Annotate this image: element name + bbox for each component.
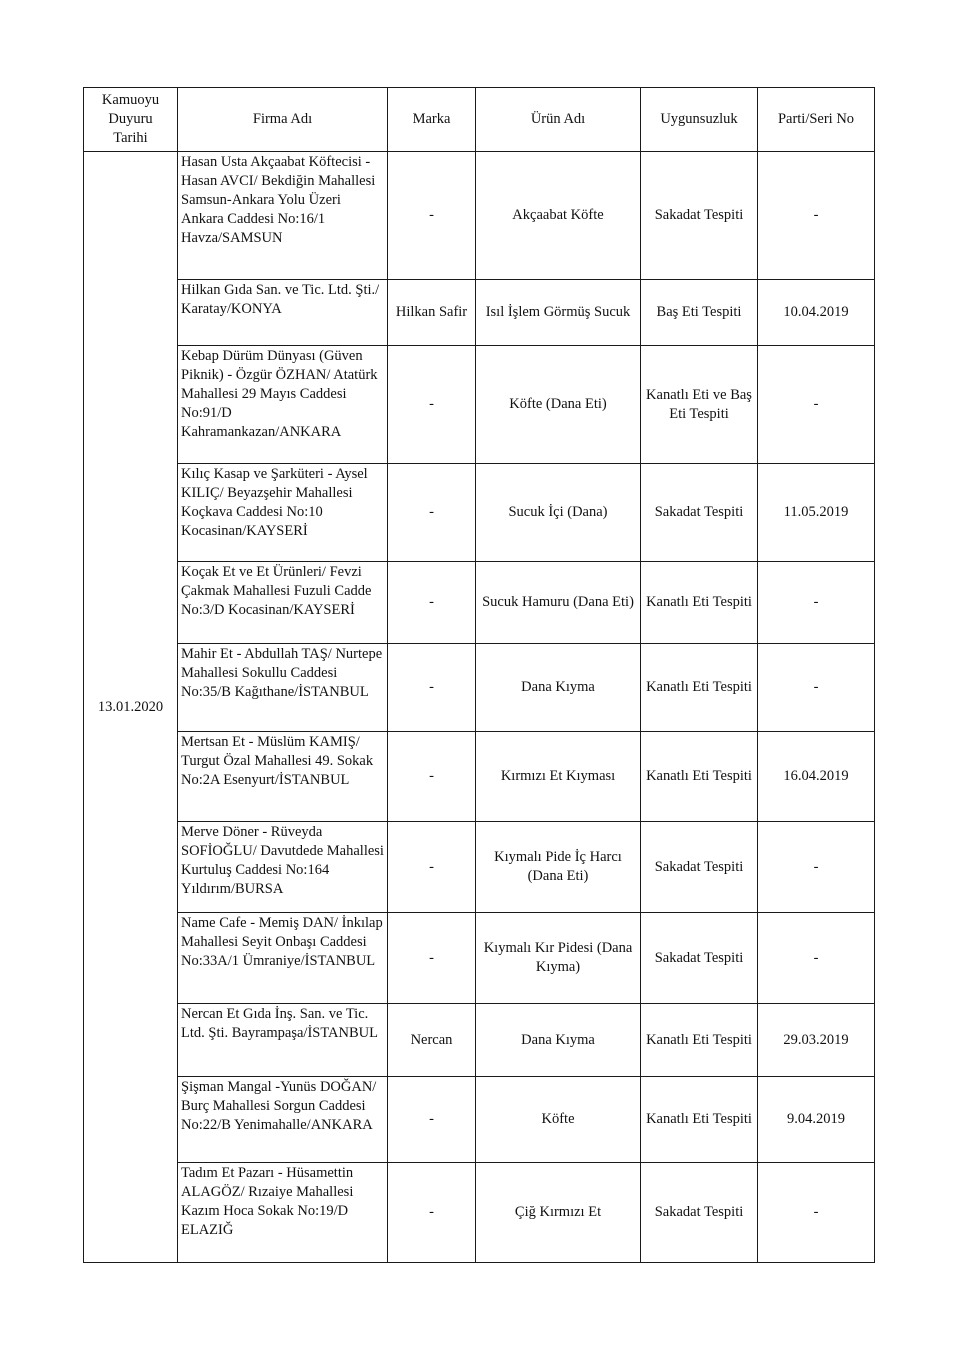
nonconformity-cell: Kanatlı Eti Tespiti <box>641 1004 758 1077</box>
product-name-cell: Isıl İşlem Görmüş Sucuk <box>476 280 641 346</box>
table-row <box>84 562 875 644</box>
batch-no-cell: 9.04.2019 <box>758 1077 875 1163</box>
table-row <box>84 464 875 562</box>
nonconformity-cell: Sakadat Tespiti <box>641 1163 758 1263</box>
table-row <box>84 732 875 822</box>
table-row <box>84 1077 875 1163</box>
product-name-cell: Sucuk Hamuru (Dana Eti) <box>476 562 641 644</box>
product-name-cell: Köfte (Dana Eti) <box>476 346 641 464</box>
brand-cell: - <box>388 1163 476 1263</box>
batch-no-cell: 29.03.2019 <box>758 1004 875 1077</box>
product-name-cell: Dana Kıyma <box>476 1004 641 1077</box>
header-row <box>84 88 875 152</box>
batch-no-cell: - <box>758 913 875 1004</box>
table-row <box>84 822 875 913</box>
table-row <box>84 280 875 346</box>
batch-no-cell: - <box>758 822 875 913</box>
batch-no-cell: - <box>758 152 875 280</box>
nonconformity-cell: Sakadat Tespiti <box>641 822 758 913</box>
nonconformity-cell: Baş Eti Tespiti <box>641 280 758 346</box>
firm-name-cell: Merve Döner - Rüveyda SOFİOĞLU/ Davutdede Mahallesi Kurtuluş Caddesi No:164 Yıldırım/BURSA <box>178 822 388 913</box>
firm-name-cell: Name Cafe - Memiş DAN/ İnkılap Mahallesi Seyit Onbaşı Caddesi No:33A/1 Ümraniye/İSTANBUL <box>178 913 388 1004</box>
firm-name-cell: Kılıç Kasap ve Şarküteri - Aysel KILIÇ/ Beyazşehir Mahallesi Koçkava Caddesi No:10 Kocasinan/KAYSERİ <box>178 464 388 562</box>
batch-no-cell: - <box>758 346 875 464</box>
batch-no-cell: - <box>758 644 875 732</box>
brand-cell: - <box>388 732 476 822</box>
brand-cell: - <box>388 562 476 644</box>
brand-cell: - <box>388 152 476 280</box>
product-name-cell: Kıymalı Pide İç Harcı (Dana Eti) <box>476 822 641 913</box>
brand-cell: - <box>388 346 476 464</box>
product-name-cell: Köfte <box>476 1077 641 1163</box>
firm-name-cell: Koçak Et ve Et Ürünleri/ Fevzi Çakmak Mahallesi Fuzuli Cadde No:3/D Kocasinan/KAYSERİ <box>178 562 388 644</box>
batch-no-cell: - <box>758 562 875 644</box>
table-row <box>84 644 875 732</box>
header-announcement-date: Kamuoyu Duyuru Tarihi <box>84 88 178 152</box>
product-name-cell: Akçaabat Köfte <box>476 152 641 280</box>
table-row <box>84 913 875 1004</box>
brand-cell: Hilkan Safir <box>388 280 476 346</box>
firm-name-cell: Kebap Dürüm Dünyası (Güven Piknik) - Özgür ÖZHAN/ Atatürk Mahallesi 29 Mayıs Caddesi No:91/D Kahramankazan/ANKARA <box>178 346 388 464</box>
brand-cell: - <box>388 822 476 913</box>
nonconformity-cell: Sakadat Tespiti <box>641 464 758 562</box>
announcement-table <box>83 87 875 1263</box>
brand-cell: Nercan <box>388 1004 476 1077</box>
header-product-name: Ürün Adı <box>476 88 641 152</box>
table-row <box>84 346 875 464</box>
brand-cell: - <box>388 913 476 1004</box>
firm-name-cell: Hasan Usta Akçaabat Köftecisi - Hasan AVCI/ Bekdiğin Mahallesi Samsun-Ankara Yolu Üzeri Ankara Caddesi No:16/1 Havza/SAMSUN <box>178 152 388 280</box>
nonconformity-cell: Kanatlı Eti ve Baş Eti Tespiti <box>641 346 758 464</box>
brand-cell: - <box>388 644 476 732</box>
table-row <box>84 152 875 280</box>
batch-no-cell: - <box>758 1163 875 1263</box>
nonconformity-cell: Sakadat Tespiti <box>641 152 758 280</box>
product-name-cell: Sucuk İçi (Dana) <box>476 464 641 562</box>
header-firm-name: Firma Adı <box>178 88 388 152</box>
nonconformity-cell: Kanatlı Eti Tespiti <box>641 1077 758 1163</box>
batch-no-cell: 16.04.2019 <box>758 732 875 822</box>
table-row <box>84 1004 875 1077</box>
product-name-cell: Kıymalı Kır Pidesi (Dana Kıyma) <box>476 913 641 1004</box>
nonconformity-cell: Kanatlı Eti Tespiti <box>641 562 758 644</box>
batch-no-cell: 10.04.2019 <box>758 280 875 346</box>
firm-name-cell: Hilkan Gıda San. ve Tic. Ltd. Şti./ Karatay/KONYA <box>178 280 388 346</box>
header-nonconformity: Uygunsuzluk <box>641 88 758 152</box>
nonconformity-cell: Kanatlı Eti Tespiti <box>641 732 758 822</box>
batch-no-cell: 11.05.2019 <box>758 464 875 562</box>
nonconformity-cell: Sakadat Tespiti <box>641 913 758 1004</box>
product-name-cell: Dana Kıyma <box>476 644 641 732</box>
product-name-cell: Çiğ Kırmızı Et <box>476 1163 641 1263</box>
firm-name-cell: Mertsan Et - Müslüm KAMIŞ/ Turgut Özal Mahallesi 49. Sokak No:2A Esenyurt/İSTANBUL <box>178 732 388 822</box>
firm-name-cell: Mahir Et - Abdullah TAŞ/ Nurtepe Mahallesi Sokullu Caddesi No:35/B Kağıthane/İSTANBUL <box>178 644 388 732</box>
firm-name-cell: Tadım Et Pazarı - Hüsamettin ALAGÖZ/ Rızaiye Mahallesi Kazım Hoca Sokak No:19/D ELAZIĞ <box>178 1163 388 1263</box>
firm-name-cell: Şişman Mangal -Yunüs DOĞAN/ Burç Mahallesi Sorgun Caddesi No:22/B Yenimahalle/ANKARA <box>178 1077 388 1163</box>
header-brand: Marka <box>388 88 476 152</box>
nonconformity-cell: Kanatlı Eti Tespiti <box>641 644 758 732</box>
firm-name-cell: Nercan Et Gıda İnş. San. ve Tic. Ltd. Şti. Bayrampaşa/İSTANBUL <box>178 1004 388 1077</box>
announcement-date-cell: 13.01.2020 <box>84 152 178 1263</box>
brand-cell: - <box>388 464 476 562</box>
header-batch-no: Parti/Seri No <box>758 88 875 152</box>
product-name-cell: Kırmızı Et Kıyması <box>476 732 641 822</box>
brand-cell: - <box>388 1077 476 1163</box>
table-row <box>84 1163 875 1263</box>
